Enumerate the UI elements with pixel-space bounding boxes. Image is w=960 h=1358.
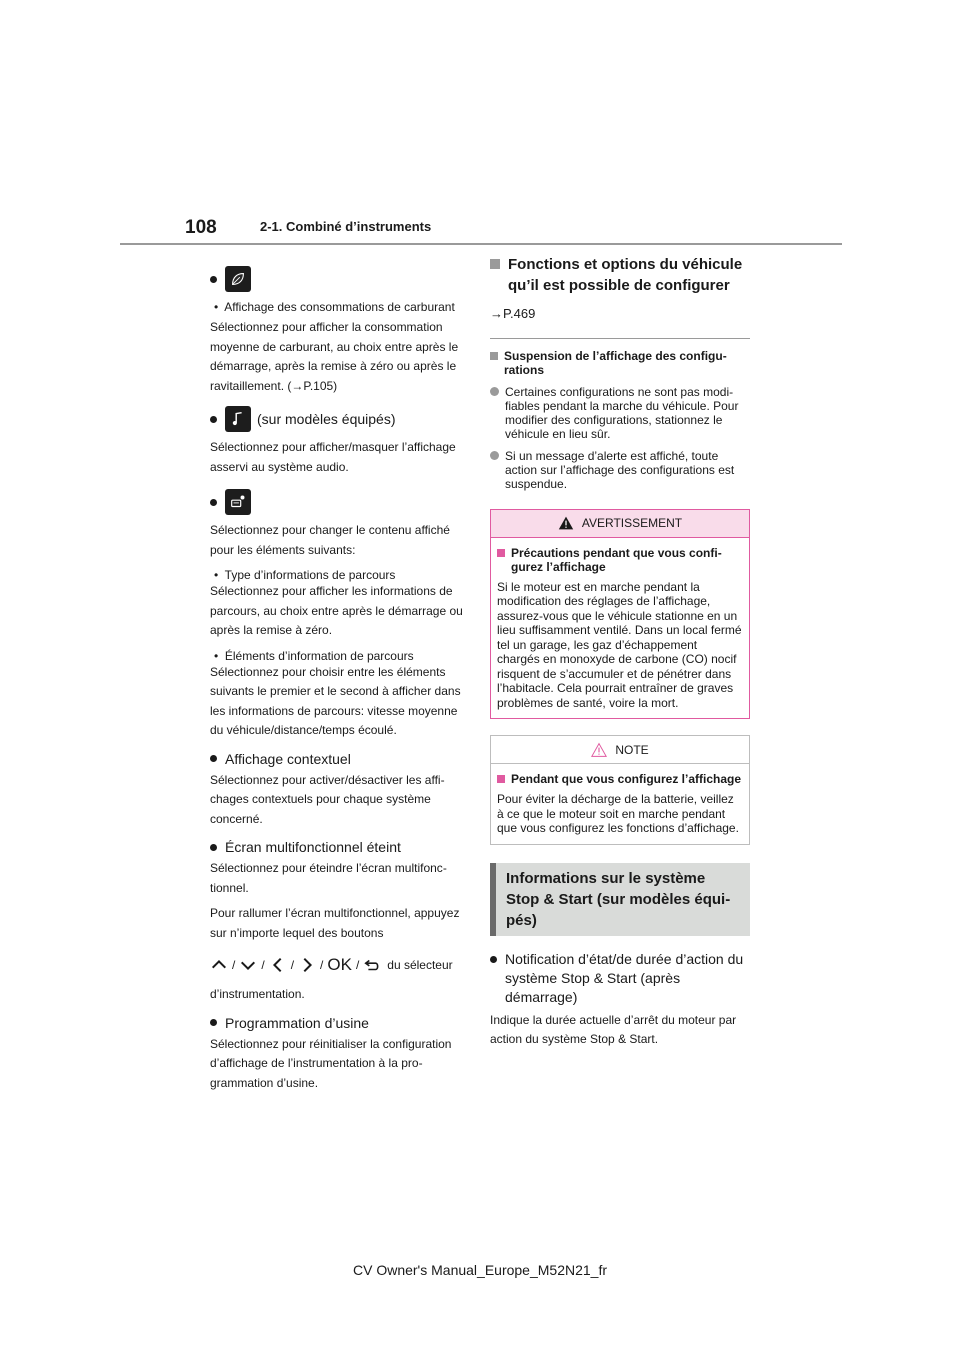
item-screen-off (210, 839, 468, 855)
trip-type-description: Sélectionnez pour afficher les informations de parcours, au choix entre après le démarrage ou après la remise à zéro. (210, 584, 463, 637)
trip-info-icon (225, 489, 251, 515)
screen-off-description: Sélectionnez pour éteindre l’écran multifonctionnel. (210, 861, 447, 895)
warning-header: AVERTISSEMENT (491, 510, 749, 538)
trip-description: Sélectionnez pour changer le contenu affiché pour les éléments suivants: (210, 523, 450, 557)
suspension-item-1: Certaines configurations ne sont pas modifiables pendant la marche du véhicule. Pour modifier des configurations, stationnez le véhicule en lieu sûr. (490, 385, 750, 441)
section-configurable-functions: Fonctions et options du véhicule qu’il est possible de configurer (490, 254, 750, 296)
stop-start-description: Indique la durée actuelle d’arrêt du moteur par action du système Stop & Start. (490, 1012, 737, 1046)
leaf-icon (225, 266, 251, 292)
left-column (210, 258, 468, 1093)
header-rule (120, 243, 842, 245)
note-header: NOTE (491, 736, 749, 764)
note-triangle-icon (591, 742, 607, 758)
item-trip-info (210, 489, 468, 515)
warning-title: Précautions pendant que vous configurez l’affichage (497, 546, 743, 574)
contextual-title: Affichage contextuel (225, 750, 351, 767)
fuel-bullet: • Affichage des consommations de carburant (214, 300, 455, 314)
chevron-right-icon (298, 956, 316, 974)
screen-on-description: Pour rallumer l’écran multifonctionnel, appuyez sur n’importe lequel des boutons (210, 906, 460, 940)
contextual-description: Sélectionnez pour activer/désactiver les affichages contextuels pour chaque système concerné. (210, 772, 445, 826)
factory-reset-description: Sélectionnez pour réinitialiser la configuration d’affichage de l’instrumentation à la programmation d’usine. (210, 1036, 452, 1090)
trip-bullet-elements: • Éléments d’information de parcours (214, 648, 414, 663)
right-column (490, 254, 750, 1050)
item-contextual (210, 751, 468, 767)
screen-off-title: Écran multifonctionnel éteint (225, 839, 401, 855)
factory-reset-title: Programmation d’usine (225, 1014, 369, 1031)
warning-triangle-icon (558, 515, 574, 531)
suspension-title: Suspension de l’affichage des configurations (490, 349, 750, 377)
stop-start-item: Notification d’état/de durée d’action du système Stop & Start (après démarrage) (490, 950, 750, 1007)
chevron-up-icon (210, 956, 228, 974)
section-page-reference: →P.469 (490, 306, 536, 321)
item-factory-reset (210, 1015, 468, 1031)
footer-manual-id: CV Owner's Manual_Europe_M52N21_fr (352, 1262, 608, 1278)
fuel-description: Sélectionnez pour afficher la consommation moyenne de carburant, au choix entre après le démarrage, après la remise à zéro ou après le ravitaillement. (→P.105) (210, 320, 459, 393)
warning-box (490, 509, 750, 720)
chevron-left-icon (269, 956, 287, 974)
note-box (490, 735, 750, 845)
back-arrow-icon (363, 956, 381, 974)
selector-buttons: / / / / OK / du sélecteur (210, 953, 468, 977)
ok-button-label: OK (327, 955, 352, 974)
audio-description: Sélectionnez pour afficher/masquer l’affichage asservi au système audio. (210, 440, 456, 474)
music-note-icon (225, 406, 251, 432)
suspension-item-2: Si un message d’alerte est affiché, toute action sur l’affichage des configurations est suspendue. (490, 449, 750, 491)
divider (490, 338, 750, 339)
trip-elements-description: Sélectionnez pour choisir entre les éléments suivants le premier et le second à afficher dans les informations de parcours: vitesse moyenne du véhicule/distance/temps écoulé. (210, 664, 461, 737)
instrument-suffix: d’instrumentation. (210, 987, 305, 1001)
trip-bullet-type: • Type d’informations de parcours (214, 568, 396, 582)
warning-text: Si le moteur est en marche pendant la modification des réglages de l’affichage, assurez-vous que le véhicule stationne en un lieu suffisamment ventilé. Dans un local fermé tel un garage, les gaz d’échappement chargés en monoxyde de carbone (CO) nocif risquent de s’accumuler et de pénétrer dans l’habitacle. Cela pourrait entraîner de graves problèmes de santé, voire la mort. (497, 579, 742, 710)
page-number: 108 (185, 217, 217, 238)
chapter-title: 2-1. Combiné d’instruments (260, 219, 432, 234)
stop-start-heading: Informations sur le système Stop & Start (sur modèles équipés) (490, 863, 750, 936)
note-title: Pendant que vous configurez l’affichage (497, 772, 743, 786)
note-text: Pour éviter la décharge de la batterie, veillez à ce que le moteur soit en marche pendant que vous configurez les fonctions d’affichage. (497, 792, 739, 835)
audio-label: (sur modèles équipés) (257, 411, 396, 427)
item-audio (210, 406, 468, 432)
item-fuel-consumption (210, 266, 468, 292)
chevron-down-icon (239, 956, 257, 974)
